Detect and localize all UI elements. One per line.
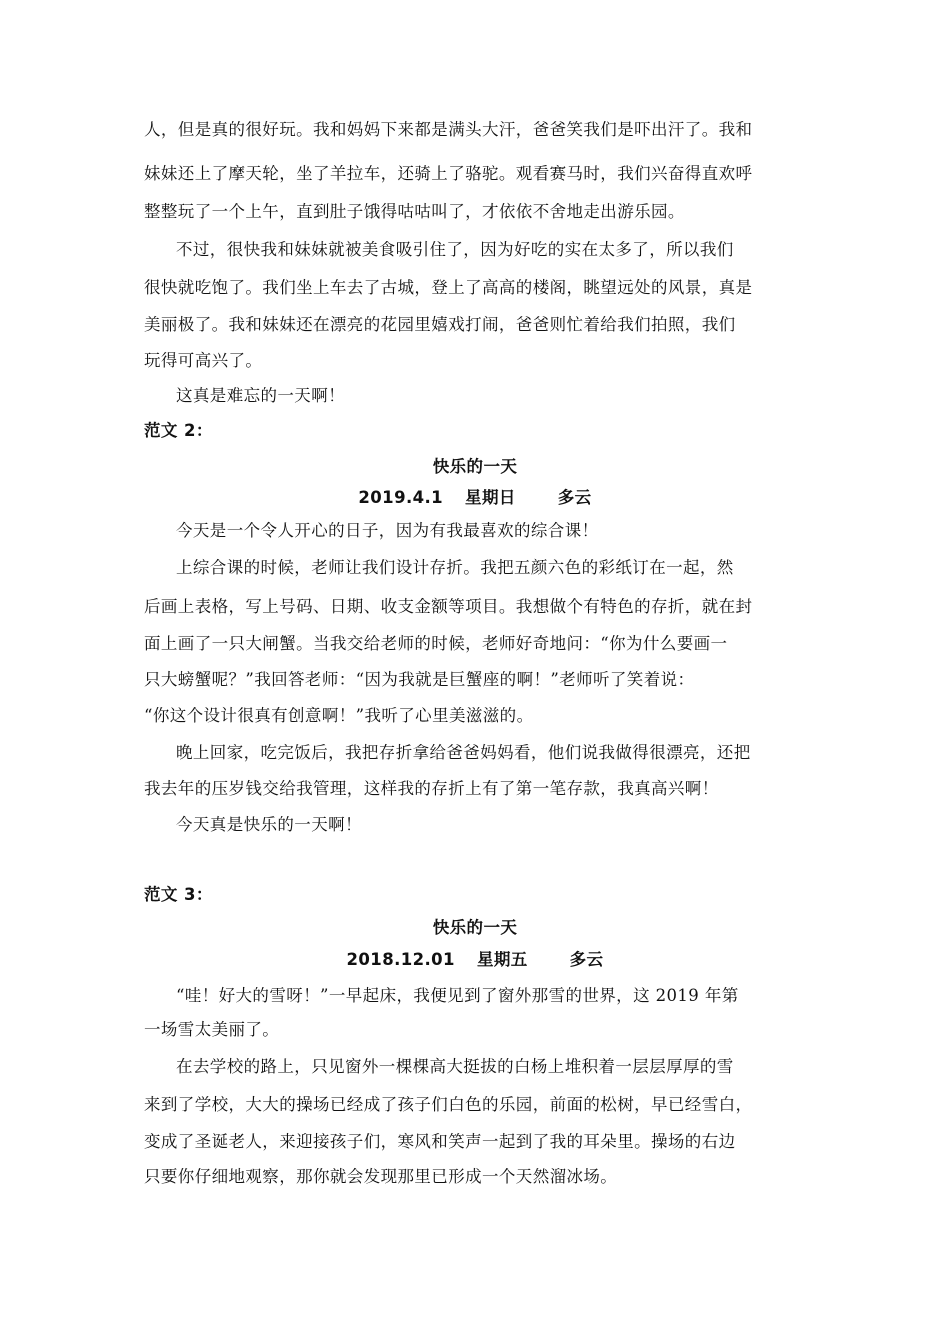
essay-title: 快乐的一天 <box>432 918 518 937</box>
text-line: 很快就吃饱了。我们坐上车去了古城，登上了高高的楼阁，眺望远处的风景，真是 <box>144 278 753 297</box>
text-line: 我去年的压岁钱交给我管理，这样我的存折上有了第一笔存款，我真高兴啊！ <box>144 779 719 798</box>
text-line: 不过，很快我和妹妹就被美食吸引住了，因为好吃的实在太多了，所以我们 <box>176 240 734 259</box>
essay-date: 2018.12.01 <box>346 950 455 969</box>
text-line: 整整玩了一个上午，直到肚子饿得咕咕叫了，才依依不舍地走出游乐园。 <box>144 202 685 221</box>
essay-weather: 多云 <box>569 950 604 969</box>
text-line: 今天是一个令人开心的日子，因为有我最喜欢的综合课！ <box>176 521 599 540</box>
text-line: 一场雪太美丽了。 <box>144 1020 280 1039</box>
essay-label: 范文 2： <box>144 421 213 440</box>
text-line: 上综合课的时候，老师让我们设计存折。我把五颜六色的彩纸订在一起，然 <box>176 558 734 577</box>
text-line: 妹妹还上了摩天轮，坐了羊拉车，还骑上了骆驼。观看赛马时，我们兴奋得直欢呼 <box>144 164 753 183</box>
essay-weekday: 星期五 <box>476 950 528 969</box>
essay-title: 快乐的一天 <box>432 457 518 476</box>
essay-weather: 多云 <box>557 488 592 507</box>
essay-date: 2019.4.1 <box>358 488 444 507</box>
text-line: 人，但是真的很好玩。我和妈妈下来都是满头大汗，爸爸笑我们是吓出汗了。我和 <box>144 120 753 139</box>
text-line: “你这个设计很真有创意啊！”我听了心里美滋滋的。 <box>144 706 534 725</box>
text-line: 后画上表格，写上号码、日期、收支金额等项目。我想做个有特色的存折，就在封 <box>144 597 753 616</box>
essay-dateline <box>0 486 950 510</box>
text-line: 来到了学校，大大的操场已经成了孩子们白色的乐园，前面的松树，早已经雪白， <box>144 1095 753 1114</box>
text-line: 玩得可高兴了。 <box>144 351 263 370</box>
essay-weekday: 星期日 <box>465 488 516 507</box>
text-line: “哇！好大的雪呀！”一早起床，我便见到了窗外那雪的世界，这 2019 年第 <box>176 986 739 1005</box>
text-line: 面上画了一只大闸蟹。当我交给老师的时候，老师好奇地问：“你为什么要画一 <box>144 634 728 653</box>
text-line: 变成了圣诞老人，来迎接孩子们，寒风和笑声一起到了我的耳朵里。操场的右边 <box>144 1132 736 1151</box>
text-line: 美丽极了。我和妹妹还在漂亮的花园里嬉戏打闹，爸爸则忙着给我们拍照，我们 <box>144 315 736 334</box>
essay-label: 范文 3： <box>144 885 213 904</box>
text-line: 只要你仔细地观察，那你就会发现那里已形成一个天然溜冰场。 <box>144 1167 618 1186</box>
closing-line: 这真是难忘的一天啊！ <box>176 386 345 405</box>
text-line: 在去学校的路上，只见窗外一棵棵高大挺拔的白杨上堆积着一层层厚厚的雪 <box>176 1057 734 1076</box>
essay-dateline <box>0 948 950 972</box>
text-line: 晚上回家，吃完饭后，我把存折拿给爸爸妈妈看，他们说我做得很漂亮，还把 <box>176 743 751 762</box>
text-line: 只大螃蟹呢？”我回答老师：“因为我就是巨蟹座的啊！”老师听了笑着说： <box>144 670 695 689</box>
closing-line: 今天真是快乐的一天啊！ <box>176 815 362 834</box>
